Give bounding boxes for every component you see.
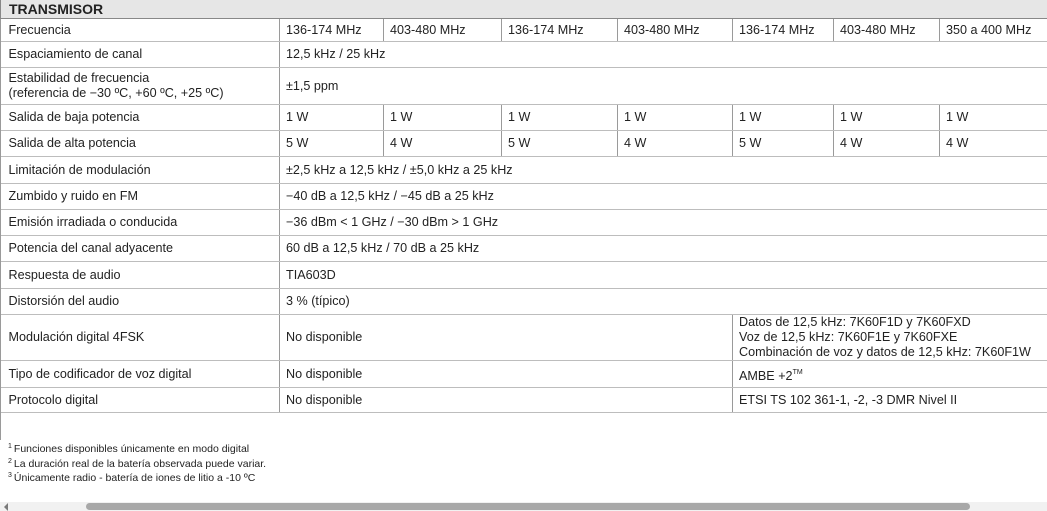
row-label: Modulación digital 4FSK [1, 315, 280, 361]
cell-value: No disponible [280, 388, 733, 413]
row-label: Frecuencia [1, 19, 280, 42]
cell-value: 136-174 MHz [280, 19, 384, 42]
footnote-mark: 1 [8, 443, 12, 450]
footnote-mark: 3 [8, 472, 12, 479]
table-row [1, 68, 1047, 105]
cell-value: 136-174 MHz [733, 19, 834, 42]
footnote-text: Funciones disponibles únicamente en modo digital [13, 443, 250, 455]
cell-value: No disponible [280, 315, 733, 361]
cell-value: 5 W [280, 131, 384, 157]
cell-line: Voz de 12,5 kHz: 7K60F1E y 7K60FXE [739, 330, 958, 344]
row-label: Protocolo digital [1, 388, 280, 413]
cell-value: 1 W [280, 105, 384, 131]
table-row [1, 105, 1047, 131]
section-header-row [1, 0, 1047, 19]
scrollbar-thumb[interactable] [86, 503, 970, 510]
cell-value: −40 dB a 12,5 kHz / −45 dB a 25 kHz [280, 184, 1047, 210]
row-label: Potencia del canal adyacente [1, 236, 280, 262]
cell-value: 350 a 400 MHz [940, 19, 1047, 42]
footnote [8, 456, 266, 471]
row-label-line: Estabilidad de frecuencia [8, 71, 150, 85]
section-title [1, 0, 1047, 19]
cell-value: 4 W [384, 131, 502, 157]
cell-value [733, 361, 1047, 388]
cell-line: Combinación de voz y datos de 12,5 kHz: 7K60F1W [739, 345, 1031, 359]
table-row [1, 42, 1047, 68]
cell-value: 3 % (típico) [280, 289, 1047, 315]
footnote [8, 441, 266, 456]
row-label: Zumbido y ruido en FM [1, 184, 280, 210]
footnote-mark: 2 [8, 457, 12, 465]
footnote [8, 470, 266, 485]
cell-line: Datos de 12,5 kHz: 7K60F1D y 7K60FXD [739, 315, 971, 329]
table-row [1, 388, 1047, 413]
section-title-text: TRANSMISOR [9, 0, 104, 17]
table-row [1, 210, 1047, 236]
cell-value: 60 dB a 12,5 kHz / 70 dB a 25 kHz [280, 236, 1047, 262]
horizontal-scrollbar[interactable] [0, 502, 1047, 511]
cell-value: 136-174 MHz [502, 19, 618, 42]
row-label: Tipo de codificador de voz digital [1, 361, 280, 388]
row-label: Distorsión del audio [1, 289, 280, 315]
cell-value: 1 W [733, 105, 834, 131]
footnotes [8, 441, 266, 485]
cell-value: ±1,5 ppm [280, 68, 1047, 105]
cell-value: 1 W [834, 105, 940, 131]
cell-value: 1 W [618, 105, 733, 131]
table-row [1, 131, 1047, 157]
cell-value: ±2,5 kHz a 12,5 kHz / ±5,0 kHz a 25 kHz [280, 157, 1047, 184]
row-label: Salida de baja potencia [1, 105, 280, 131]
cell-value-multiline [733, 315, 1047, 361]
cell-value: 4 W [940, 131, 1047, 157]
footnote-text: La duración real de la batería observada puede variar. [13, 457, 267, 470]
cell-value: TIA603D [280, 262, 1047, 289]
row-label: Espaciamiento de canal [1, 42, 280, 68]
table-row [1, 289, 1047, 315]
cell-value: 5 W [733, 131, 834, 157]
cell-value: 1 W [384, 105, 502, 131]
cell-value: ETSI TS 102 361-1, -2, -3 DMR Nivel II [733, 388, 1047, 413]
row-label: Salida de alta potencia [1, 131, 280, 157]
row-label [1, 68, 280, 105]
cell-value: 403-480 MHz [834, 19, 940, 42]
row-label: Respuesta de audio [1, 262, 280, 289]
cell-value: 403-480 MHz [384, 19, 502, 42]
row-label: Emisión irradiada o conducida [1, 210, 280, 236]
cell-value: 403-480 MHz [618, 19, 733, 42]
cell-value: No disponible [280, 361, 733, 388]
row-label-line: (referencia de −30 ºC, +60 ºC, +25 ºC) [8, 86, 224, 100]
table-row [1, 19, 1047, 42]
table-row [1, 315, 1047, 361]
table-row [1, 236, 1047, 262]
trademark-mark: TM [792, 368, 803, 376]
row-label: Limitación de modulación [1, 157, 280, 184]
table-row [1, 262, 1047, 289]
cell-value: 4 W [834, 131, 940, 157]
cell-value: 5 W [502, 131, 618, 157]
cell-value: 1 W [502, 105, 618, 131]
scroll-left-arrow-icon[interactable] [4, 503, 8, 511]
table-row [1, 157, 1047, 184]
cell-value: 12,5 kHz / 25 kHz [280, 42, 1047, 68]
table-row [1, 184, 1047, 210]
cell-value: 1 W [940, 105, 1047, 131]
footnote-text: Únicamente radio - batería de iones de litio a -10 ºC [13, 472, 256, 484]
vocoder-name: AMBE +2 [739, 368, 793, 383]
cell-value: 4 W [618, 131, 733, 157]
cell-value: −36 dBm < 1 GHz / −30 dBm > 1 GHz [280, 210, 1047, 236]
table-row [1, 361, 1047, 388]
